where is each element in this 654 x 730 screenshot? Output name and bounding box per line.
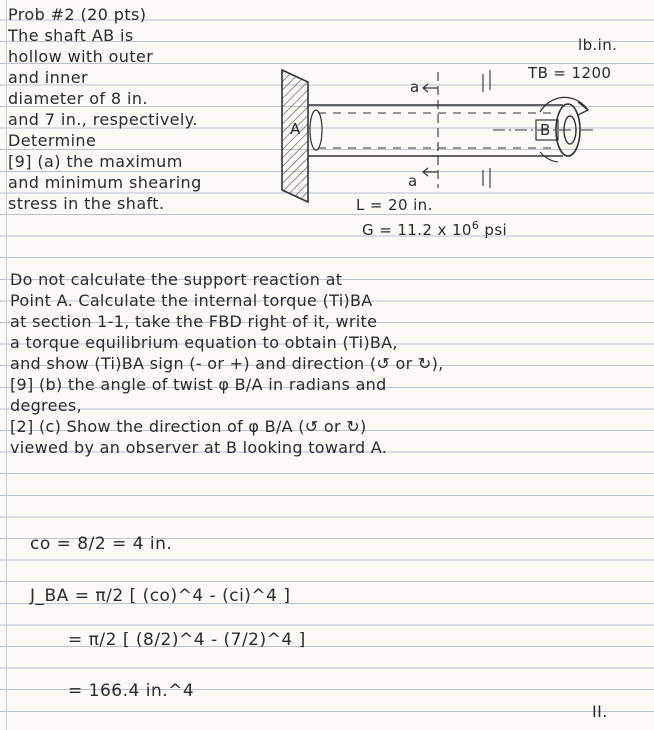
polar-moment-substitution: = π/2 [ (8/2)^4 - (7/2)^4 ] bbox=[68, 630, 306, 650]
shaft-diagram bbox=[278, 36, 654, 239]
statement-line: and 7 in., respectively. bbox=[8, 110, 198, 129]
statement-line: and inner bbox=[8, 68, 88, 87]
problem-title: Prob #2 (20 pts) bbox=[8, 5, 147, 24]
statement-line: [9] (a) the maximum bbox=[8, 152, 183, 171]
instruction-line: viewed by an observer at B looking toward A. bbox=[10, 438, 388, 457]
polar-moment-result: = 166.4 in.^4 bbox=[68, 681, 195, 701]
shaft-left-end bbox=[310, 110, 322, 150]
statement-line: hollow with outer bbox=[8, 47, 154, 66]
statement-line: and minimum shearing bbox=[8, 173, 202, 192]
margin-line bbox=[6, 0, 7, 730]
statement-line: Determine bbox=[8, 131, 97, 150]
instruction-line: [2] (c) Show the direction of φ B/A (↺ or ↻) bbox=[10, 417, 367, 436]
instruction-line: Point A. Calculate the internal torque (Ti)BA bbox=[10, 291, 373, 310]
section-label-top: a bbox=[410, 78, 420, 96]
statement-line: diameter of 8 in. bbox=[8, 89, 148, 108]
c-outer-equation: co = 8/2 = 4 in. bbox=[30, 534, 173, 554]
torque-value-label: TB = 1200 bbox=[528, 64, 612, 82]
instruction-line: degrees, bbox=[10, 396, 82, 415]
instruction-line: a torque equilibrium equation to obtain (Ti)BA, bbox=[10, 333, 398, 352]
length-label: L = 20 in. bbox=[356, 196, 433, 214]
statement-line: The shaft AB is bbox=[8, 26, 134, 45]
instruction-line: Do not calculate the support reaction at bbox=[10, 270, 343, 289]
point-a-label: A bbox=[290, 120, 301, 138]
point-b-label: B bbox=[540, 121, 551, 139]
instruction-line: [9] (b) the angle of twist φ B/A in radians and bbox=[10, 375, 387, 394]
instruction-line: at section 1-1, take the FBD right of it, write bbox=[10, 312, 378, 331]
section-label-bottom: a bbox=[408, 172, 418, 190]
instruction-line: and show (Ti)BA sign (- or +) and direction (↺ or ↻), bbox=[10, 354, 444, 373]
torque-unit-label: lb.in. bbox=[578, 36, 618, 54]
modulus-label: G = 11.2 x $10^6$ psi bbox=[362, 219, 508, 239]
page-mark: II. bbox=[592, 702, 608, 721]
statement-line: stress in the shaft. bbox=[8, 194, 165, 213]
polar-moment-definition: J_BA = π/2 [ (co)^4 - (ci)^4 ] bbox=[30, 586, 291, 606]
shaft-figure bbox=[278, 60, 654, 228]
